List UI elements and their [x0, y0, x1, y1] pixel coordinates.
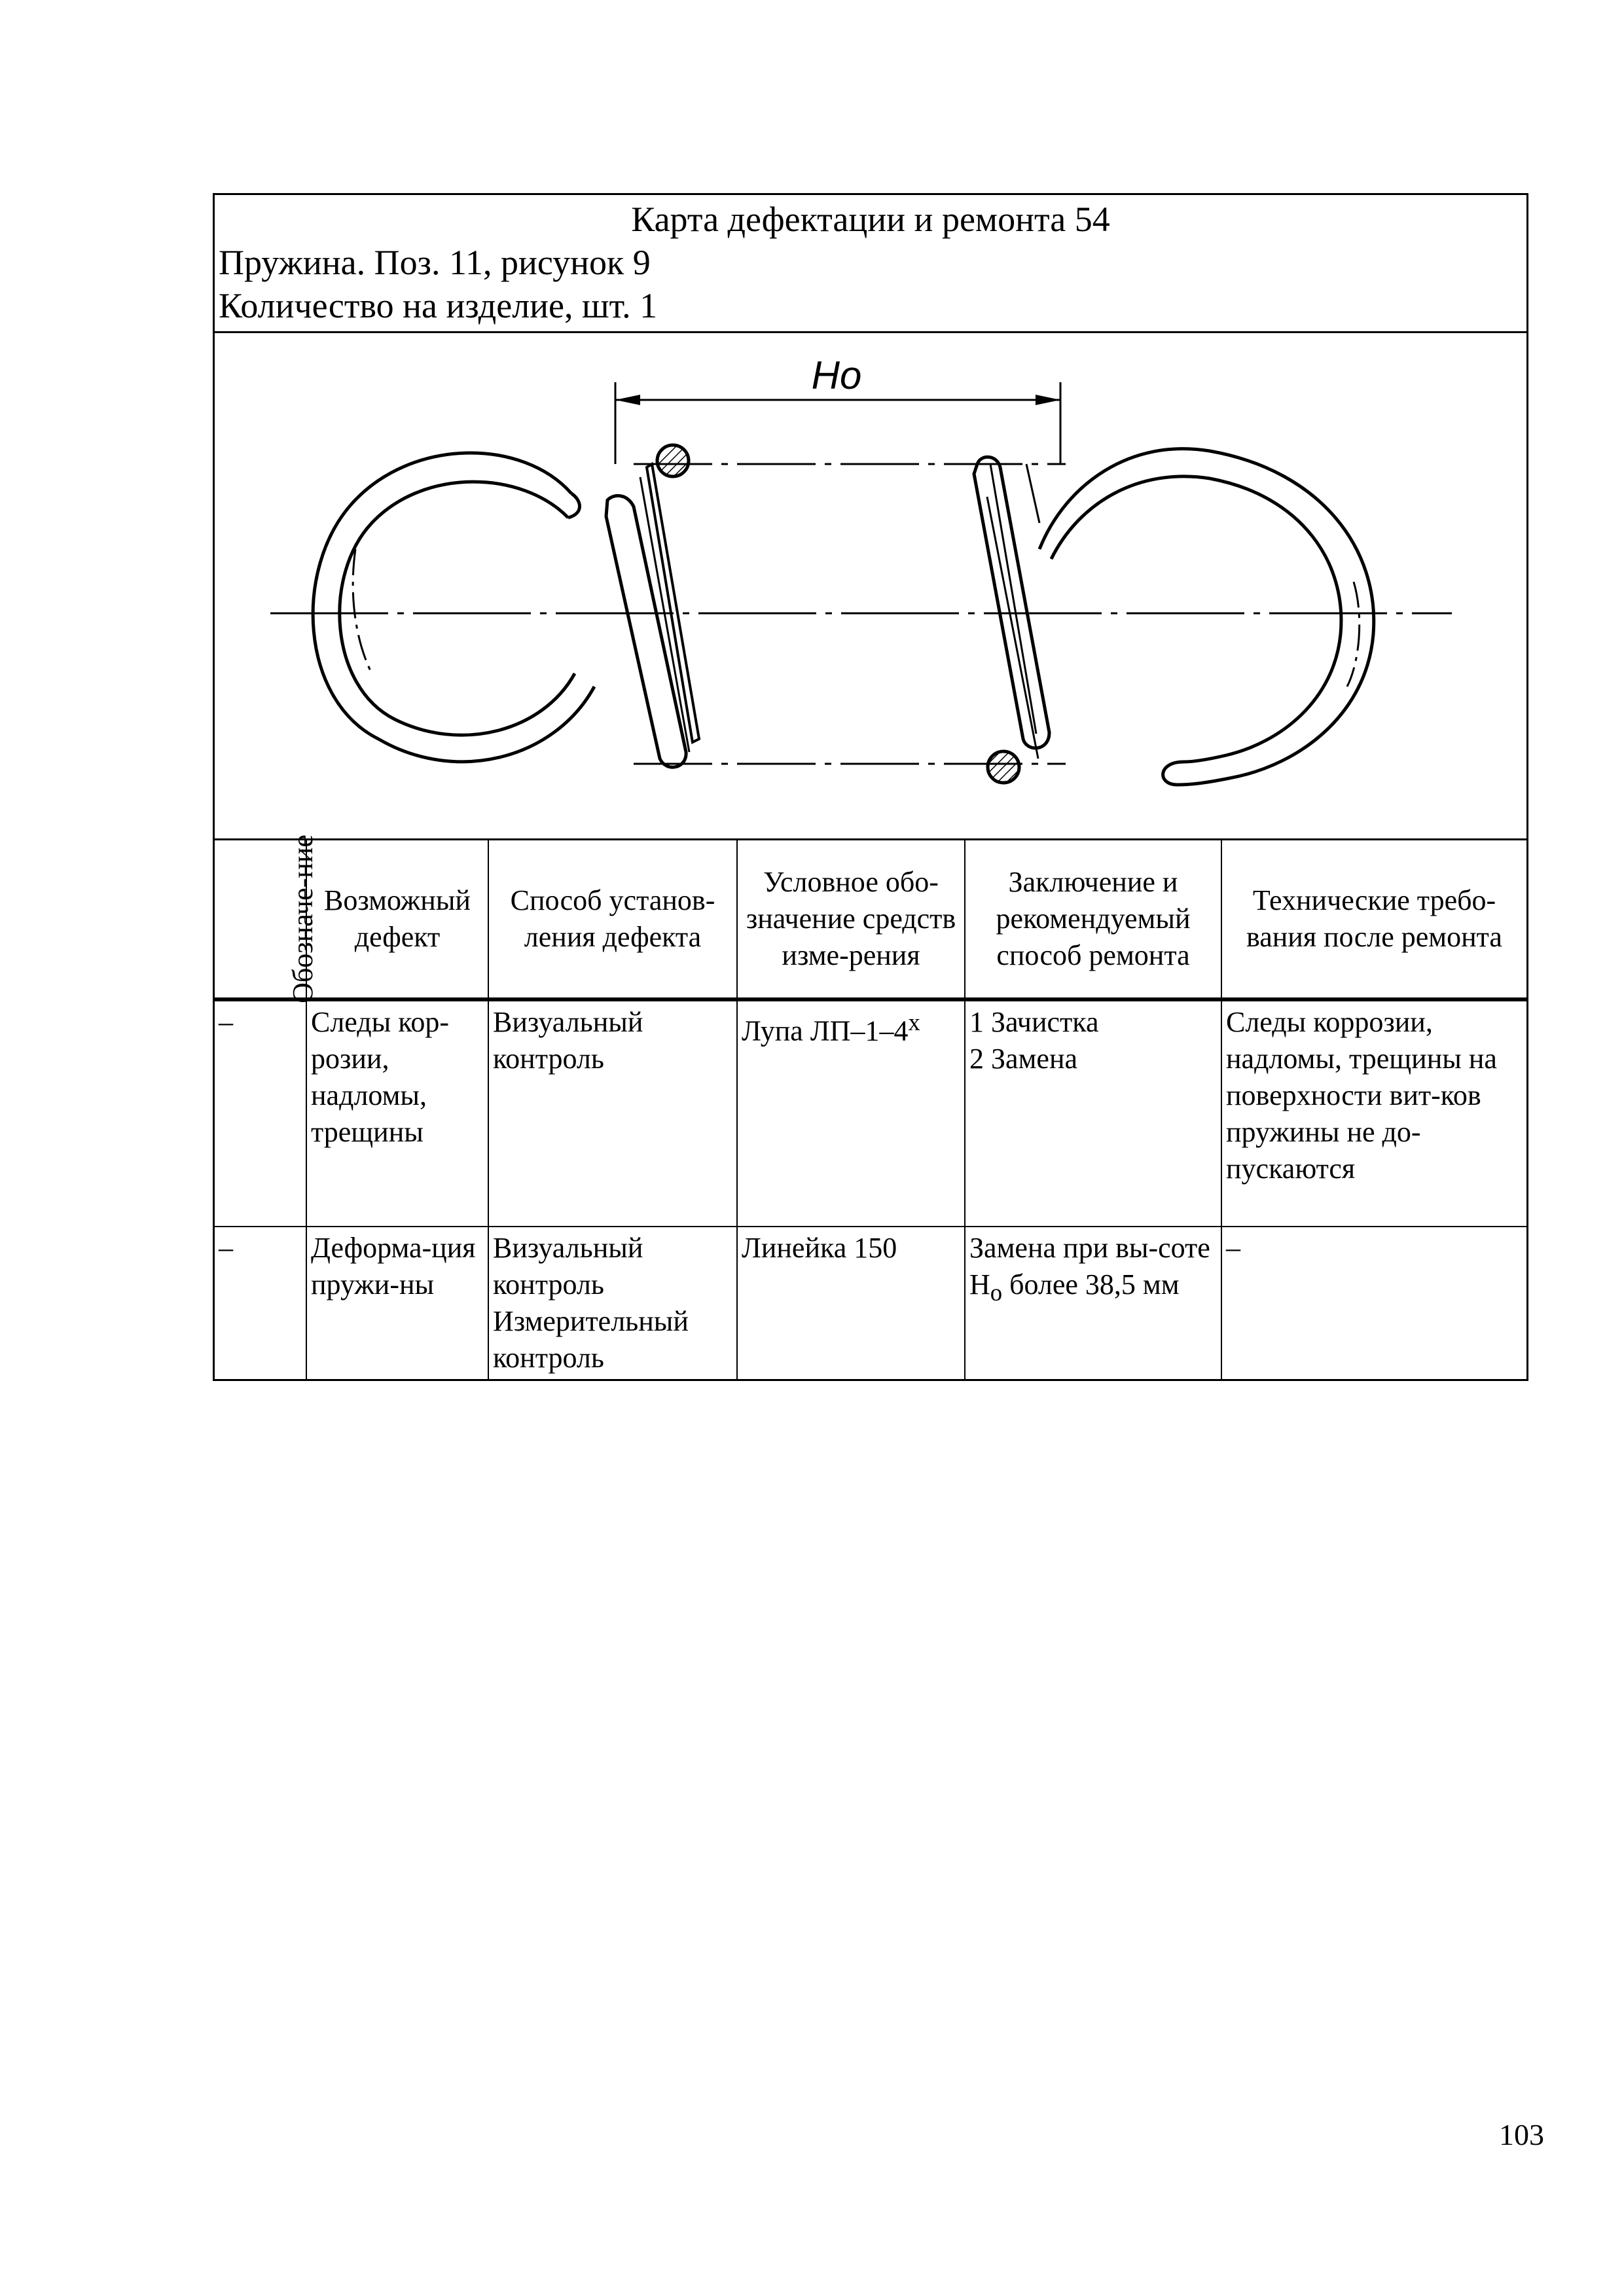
cell-designation: – — [215, 1227, 306, 1379]
header-designation-text: Обозначе-ние — [286, 834, 319, 1003]
cell-method: Визуальный контроль Измерительный контроль — [488, 1227, 737, 1379]
quantity-line: Количество на изделие, шт. 1 — [219, 286, 658, 325]
cell-tool — [737, 999, 965, 1227]
header-method: Способ установ-ления дефекта — [488, 840, 737, 999]
header-designation — [215, 834, 319, 1003]
header-defect: Возможный дефект — [306, 840, 488, 999]
spring-drawing-svg — [215, 333, 1526, 838]
card-header — [215, 195, 1526, 333]
page-number: 103 — [1499, 2118, 1544, 2151]
cell-repair — [965, 1227, 1221, 1379]
cell-repair: 1 Зачистка 2 Замена — [965, 999, 1221, 1227]
cell-tool: Линейка 150 — [737, 1227, 965, 1379]
repair-suffix: более 38,5 мм — [1002, 1268, 1180, 1300]
spring-drawing — [215, 333, 1526, 840]
defects-table — [215, 834, 1526, 1379]
cell-method: Визуальный контроль — [488, 999, 737, 1227]
cell-defect: Следы кор-розии, надломы, трещины — [306, 999, 488, 1227]
table-row — [215, 999, 1526, 1227]
tool-superscript: х — [908, 1009, 920, 1035]
part-designation: Пружина. Поз. 11, рисунок 9 — [219, 243, 651, 282]
cell-designation: – — [215, 999, 306, 1227]
cell-defect: Деформа-ция пружи-ны — [306, 1227, 488, 1379]
tool-name: Лупа ЛП–1–4 — [742, 1014, 909, 1047]
dimension-label: Ho — [811, 353, 862, 397]
header-requirements: Технические требо-вания после ремонта — [1221, 840, 1526, 999]
header-tool: Условное обо-значение средств изме-рения — [737, 840, 965, 999]
header-repair: Заключение и рекомендуемый способ ремонта — [965, 840, 1221, 999]
repair-prefix: Замена при вы-соте H — [969, 1232, 1210, 1300]
repair-subscript: o — [990, 1278, 1003, 1306]
cell-requirements: – — [1221, 1227, 1526, 1379]
defect-card — [213, 193, 1528, 1381]
table-row — [215, 1227, 1526, 1379]
cell-requirements: Следы коррозии, надломы, трещины на поверхности вит-ков пружины не до-пускаются — [1221, 999, 1526, 1227]
table-header-row — [215, 840, 1526, 999]
card-title: Карта дефектации и ремонта 54 — [631, 200, 1110, 239]
